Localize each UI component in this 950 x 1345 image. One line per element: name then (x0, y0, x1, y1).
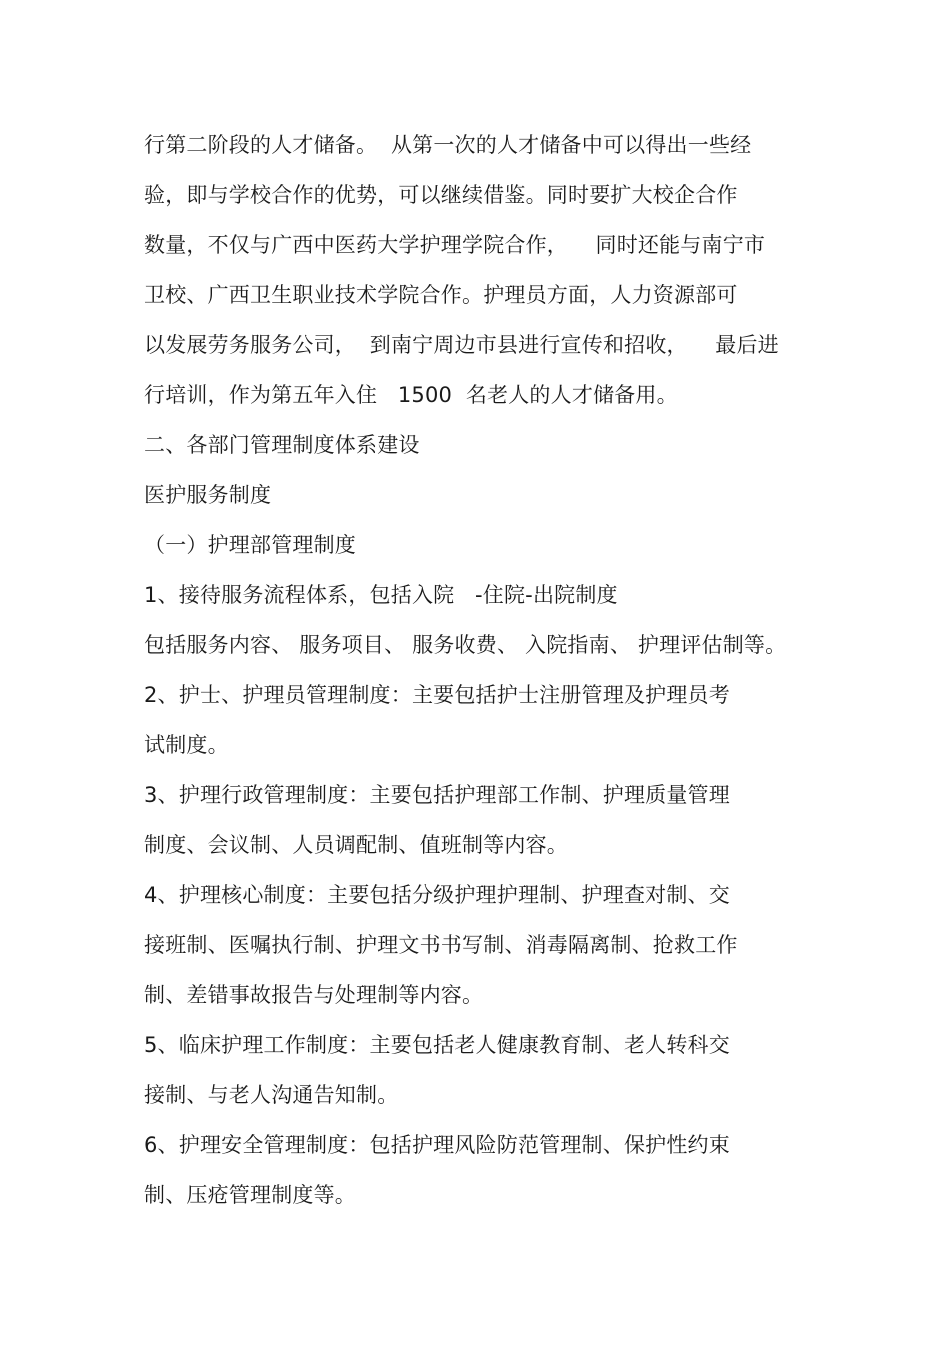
list-item-3: 3、护理行政管理制度：主要包括护理部工作制、护理质量管理 (144, 783, 730, 807)
list-item-3-cont: 制度、会议制、人员调配制、值班制等内容。 (144, 833, 568, 857)
list-item-5-cont: 接制、与老人沟通告知制。 (144, 1083, 399, 1107)
text-line-5: 以发展劳务服务公司， 到南宁周边市县进行宣传和招收， 最后进 (144, 333, 779, 357)
list-item-6-cont: 制、压疮管理制度等。 (144, 1183, 356, 1207)
list-item-4: 4、护理核心制度：主要包括分级护理护理制、护理查对制、交 (144, 883, 730, 907)
text-line-1: 行第二阶段的人才储备。 从第一次的人才储备中可以得出一些经 (144, 133, 752, 157)
list-item-4-cont-2: 制、差错事故报告与处理制等内容。 (144, 983, 484, 1007)
subsection-item-heading: （一）护理部管理制度 (144, 533, 356, 557)
text-line-6: 行培训，作为第五年入住 1500 名老人的人才储备用。 (144, 383, 678, 407)
subsection-heading: 医护服务制度 (144, 483, 272, 507)
list-item-1: 1、接待服务流程体系，包括入院 -住院-出院制度 (144, 583, 618, 607)
list-item-4-cont-1: 接班制、医嘱执行制、护理文书书写制、消毒隔离制、抢救工作 (144, 933, 738, 957)
section-heading: 二、各部门管理制度体系建设 (144, 433, 420, 457)
list-item-2: 2、护士、护理员管理制度：主要包括护士注册管理及护理员考 (144, 683, 730, 707)
list-item-2-cont: 试制度。 (144, 733, 229, 757)
list-item-1-detail: 包括服务内容、 服务项目、 服务收费、 入院指南、 护理评估制等。 (144, 633, 787, 657)
text-line-2: 验，即与学校合作的优势，可以继续借鉴。同时要扩大校企合作 (144, 183, 738, 207)
list-item-5: 5、临床护理工作制度：主要包括老人健康教育制、老人转科交 (144, 1033, 730, 1057)
text-line-3: 数量，不仅与广西中医药大学护理学院合作， 同时还能与南宁市 (144, 233, 766, 257)
text-line-4: 卫校、广西卫生职业技术学院合作。护理员方面，人力资源部可 (144, 283, 738, 307)
list-item-6: 6、护理安全管理制度：包括护理风险防范管理制、保护性约束 (144, 1133, 730, 1157)
